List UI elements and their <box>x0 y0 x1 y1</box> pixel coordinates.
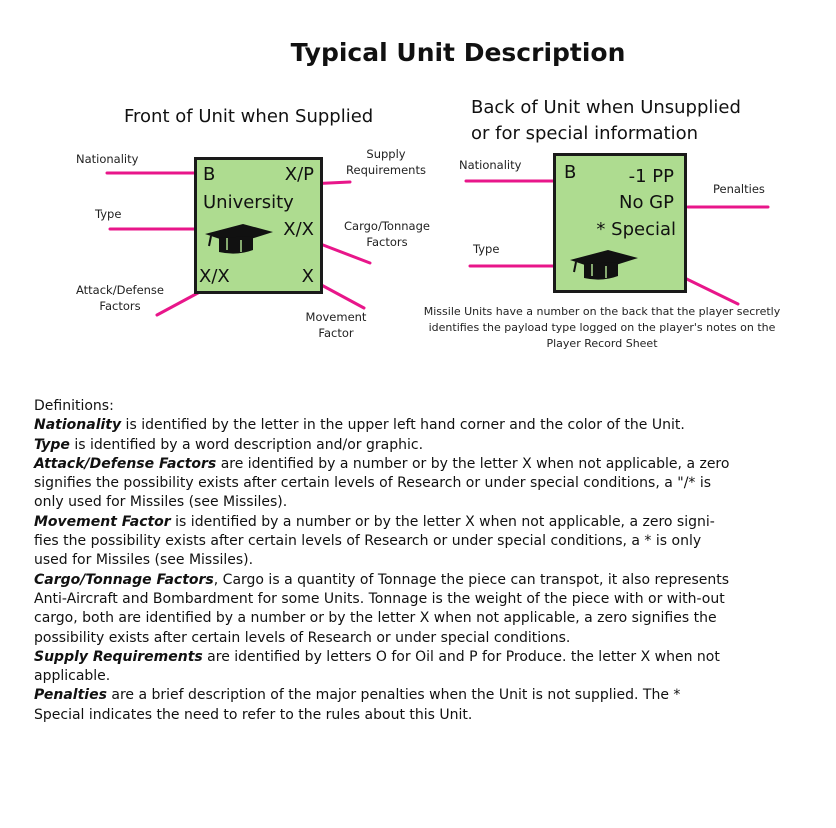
definition-attack-defense <box>34 455 734 513</box>
page-title: Typical Unit Description <box>290 38 626 67</box>
back-unit-card <box>553 153 687 293</box>
front-unit-card <box>194 157 323 294</box>
front-nationality-letter: B <box>203 164 216 185</box>
label-front-type: Type <box>95 207 122 221</box>
back-heading-line-1: Back of Unit when Unsupplied <box>471 97 741 118</box>
label-line: Cargo/Tonnage <box>344 219 430 233</box>
label-front-supply <box>340 146 432 178</box>
label-line: Movement <box>305 310 367 324</box>
label-back-type: Type <box>473 242 500 256</box>
label-front-cargo <box>337 218 437 250</box>
definition-type <box>34 436 734 455</box>
graduation-cap-icon <box>203 222 275 260</box>
definitions-section <box>34 397 734 725</box>
front-type-name: University <box>203 192 294 213</box>
definitions-heading: Definitions: <box>34 398 114 414</box>
definition-text: , Cargo is a quantity of Tonnage the piece can transpot, it also represents Anti-Aircraft and Bombardment for some Units. Tonnage is the weight of the piece with or with-out cargo, both are identified by a number or by the letter X when not applicable, a zero signifies the possibility exists after certain levels of Research or under special conditions. <box>34 571 730 646</box>
missile-note-line: Missile Units have a number on the back that the player secretly <box>423 305 781 318</box>
back-heading-line-2: or for special information <box>471 123 699 144</box>
front-attack-defense-value: X/X <box>199 266 230 287</box>
definition-term: Penalties <box>34 687 107 704</box>
label-front-movement <box>300 309 372 341</box>
label-line: Factors <box>366 235 408 249</box>
missile-note-line: Player Record Sheet <box>546 337 658 350</box>
back-nationality-letter: B <box>564 162 577 183</box>
definition-text: is identified by a number or by the letter X when not applicable, a zero signi-fies the possibility exists after certain levels of Research or under special conditions, a * is only used for Missiles (see Missiles). <box>34 513 715 569</box>
front-heading: Front of Unit when Supplied <box>124 106 374 127</box>
definition-text: are identified by a number or by the letter X when not applicable, a zero signifies the possibility exists after certain levels of Research or under special conditions, a "/* is only used for Missiles (see Missiles). <box>34 455 730 511</box>
label-line: Factor <box>318 326 354 340</box>
definition-term: Type <box>34 436 70 453</box>
label-line: Requirements <box>346 163 426 177</box>
definition-text: are identified by letters O for Oil and P for Produce. the letter X when not applicable. <box>34 648 720 685</box>
label-front-attack-defense <box>72 282 168 314</box>
definition-term: Movement Factor <box>34 513 171 530</box>
back-penalty-line-1: -1 PP <box>628 166 674 187</box>
definition-term: Supply Requirements <box>34 648 203 665</box>
missile-note-line: identifies the payload type logged on the player's notes on the <box>428 321 776 334</box>
label-back-nationality: Nationality <box>459 158 522 172</box>
front-supply-value: X/P <box>284 164 314 185</box>
label-line: Factors <box>99 299 141 313</box>
definition-text: is identified by the letter in the upper left hand corner and the color of the Unit. <box>121 417 685 434</box>
label-back-penalties: Penalties <box>713 182 765 196</box>
definition-text: is identified by a word description and/or graphic. <box>69 436 424 453</box>
label-line: Supply <box>366 147 406 161</box>
definition-term: Attack/Defense Factors <box>34 455 217 472</box>
back-penalty-line-3: * Special <box>596 219 676 240</box>
back-penalty-line-2: No GP <box>618 192 674 213</box>
label-front-nationality: Nationality <box>76 152 139 166</box>
label-line: Attack/Defense <box>76 283 164 297</box>
definition-cargo-tonnage <box>34 571 734 648</box>
definition-movement <box>34 513 734 571</box>
definition-nationality <box>34 416 734 435</box>
definition-term: Nationality <box>34 417 122 434</box>
front-movement-value: X <box>301 266 314 287</box>
missile-note <box>400 304 804 352</box>
front-cargo-value: X/X <box>283 219 314 240</box>
definition-supply <box>34 648 734 687</box>
graduation-cap-icon <box>566 248 642 286</box>
definition-text: are a brief description of the major penalties when the Unit is not supplied. The * Special indicates the need to refer to the rules about this Unit. <box>34 687 681 723</box>
definition-penalties <box>34 686 734 725</box>
definition-term: Cargo/Tonnage Factors <box>34 571 214 588</box>
